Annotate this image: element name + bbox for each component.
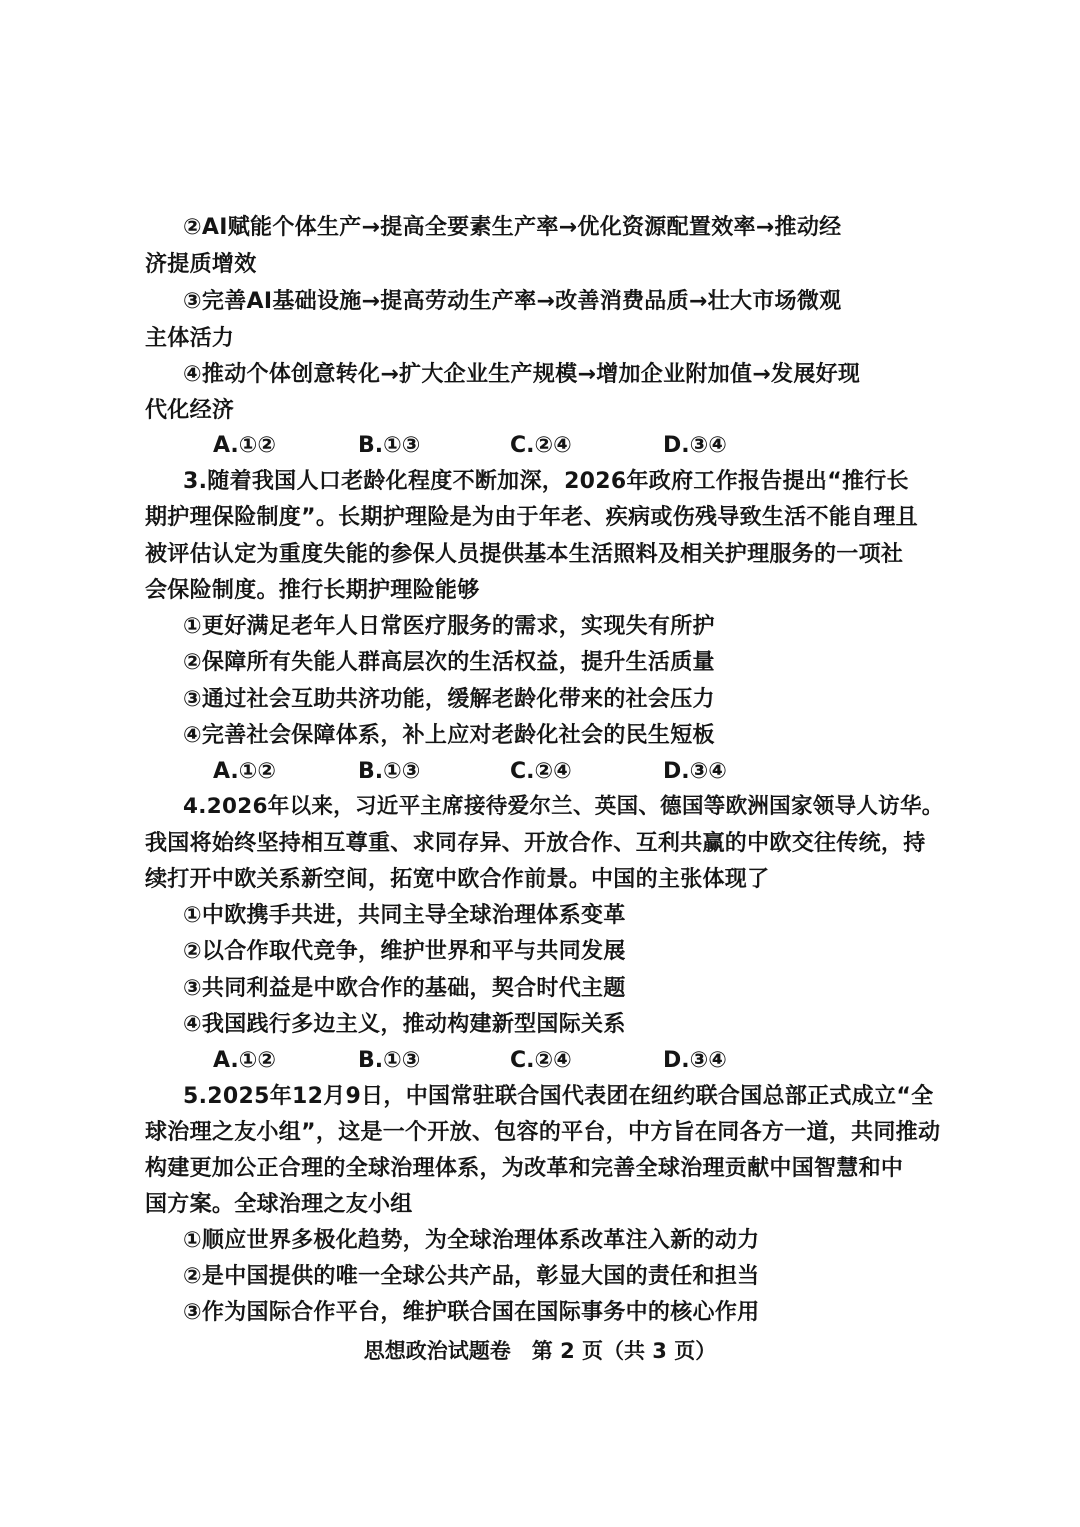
q3-stem-line-4: 会保险制度。推行长期护理险能够 [145,578,480,603]
q2-option-2-line-2: 济提质增效 [145,252,257,277]
q3-choice-a: A.①② [213,759,277,784]
q4-option-2: ②以合作取代竞争，维护世界和平与共同发展 [183,939,626,964]
q3-option-4: ④完善社会保障体系，补上应对老龄化社会的民生短板 [183,723,715,748]
q3-stem-line-3: 被评估认定为重度失能的参保人员提供基本生活照料及相关护理服务的一项社 [145,542,904,567]
q2-option-4-line-2: 代化经济 [145,398,235,423]
q4-option-1: ①中欧携手共进，共同主导全球治理体系变革 [183,903,626,928]
q5-stem-line-3: 构建更加公正合理的全球治理体系，为改革和完善全球治理贡献中国智慧和中 [145,1156,904,1181]
q5-stem-line-2: 球治理之友小组”，这是一个开放、包容的平台，中方旨在同各方一道，共同推动 [145,1120,941,1145]
q3-choice-b: B.①③ [358,759,421,784]
q4-choice-a: A.①② [213,1048,277,1073]
q3-option-1: ①更好满足老年人日常医疗服务的需求，实现失有所护 [183,614,715,639]
q4-choice-c: C.②④ [510,1048,572,1073]
q2-choice-a: A.①② [213,433,277,458]
q5-stem-line-4: 国方案。全球治理之友小组 [145,1192,413,1217]
q4-option-3: ③共同利益是中欧合作的基础，契合时代主题 [183,976,626,1001]
page-footer: 思想政治试题卷 第 2 页（共 3 页） [363,1339,717,1363]
q3-choice-d: D.③④ [663,759,727,784]
q4-choice-b: B.①③ [358,1048,421,1073]
q4-stem-line-1: 4.2026年以来，习近平主席接待爱尔兰、英国、德国等欧洲国家领导人访华。 [183,794,944,819]
q4-option-4: ④我国践行多边主义，推动构建新型国际关系 [183,1012,626,1037]
q5-option-3: ③作为国际合作平台，维护联合国在国际事务中的核心作用 [183,1300,760,1325]
q2-choice-b: B.①③ [358,433,421,458]
q5-option-2: ②是中国提供的唯一全球公共产品，彰显大国的责任和担当 [183,1264,760,1289]
q3-option-2: ②保障所有失能人群高层次的生活权益，提升生活质量 [183,650,715,675]
q4-choices [213,1043,773,1079]
q2-option-2-line-1: ②AI赋能个体生产→提高全要素生产率→优化资源配置效率→推动经 [183,215,842,240]
q3-stem-line-2: 期护理保险制度”。长期护理险是为由于年老、疾病或伤残导致生活不能自理且 [145,505,918,530]
q3-choice-c: C.②④ [510,759,572,784]
q4-stem-line-2: 我国将始终坚持相互尊重、求同存异、开放合作、互利共赢的中欧交往传统，持 [145,831,926,856]
q2-option-3-line-2: 主体活力 [145,326,235,351]
q4-stem-line-3: 续打开中欧关系新空间，拓宽中欧合作前景。中国的主张体现了 [145,867,770,892]
q5-option-1: ①顺应世界多极化趋势，为全球治理体系改革注入新的动力 [183,1228,760,1253]
q2-option-3-line-1: ③完善AI基础设施→提高劳动生产率→改善消费品质→壮大市场微观 [183,289,842,314]
q3-option-3: ③通过社会互助共济功能，缓解老龄化带来的社会压力 [183,687,715,712]
q5-stem-line-1: 5.2025年12月9日，中国常驻联合国代表团在纽约联合国总部正式成立“全 [183,1084,934,1109]
q2-choices [213,428,773,464]
q4-choice-d: D.③④ [663,1048,727,1073]
q3-choices [213,754,773,790]
q3-stem-line-1: 3.随着我国人口老龄化程度不断加深，2026年政府工作报告提出“推行长 [183,469,909,494]
q2-choice-d: D.③④ [663,433,727,458]
q2-choice-c: C.②④ [510,433,572,458]
q2-option-4-line-1: ④推动个体创意转化→扩大企业生产规模→增加企业附加值→发展好现 [183,362,861,387]
